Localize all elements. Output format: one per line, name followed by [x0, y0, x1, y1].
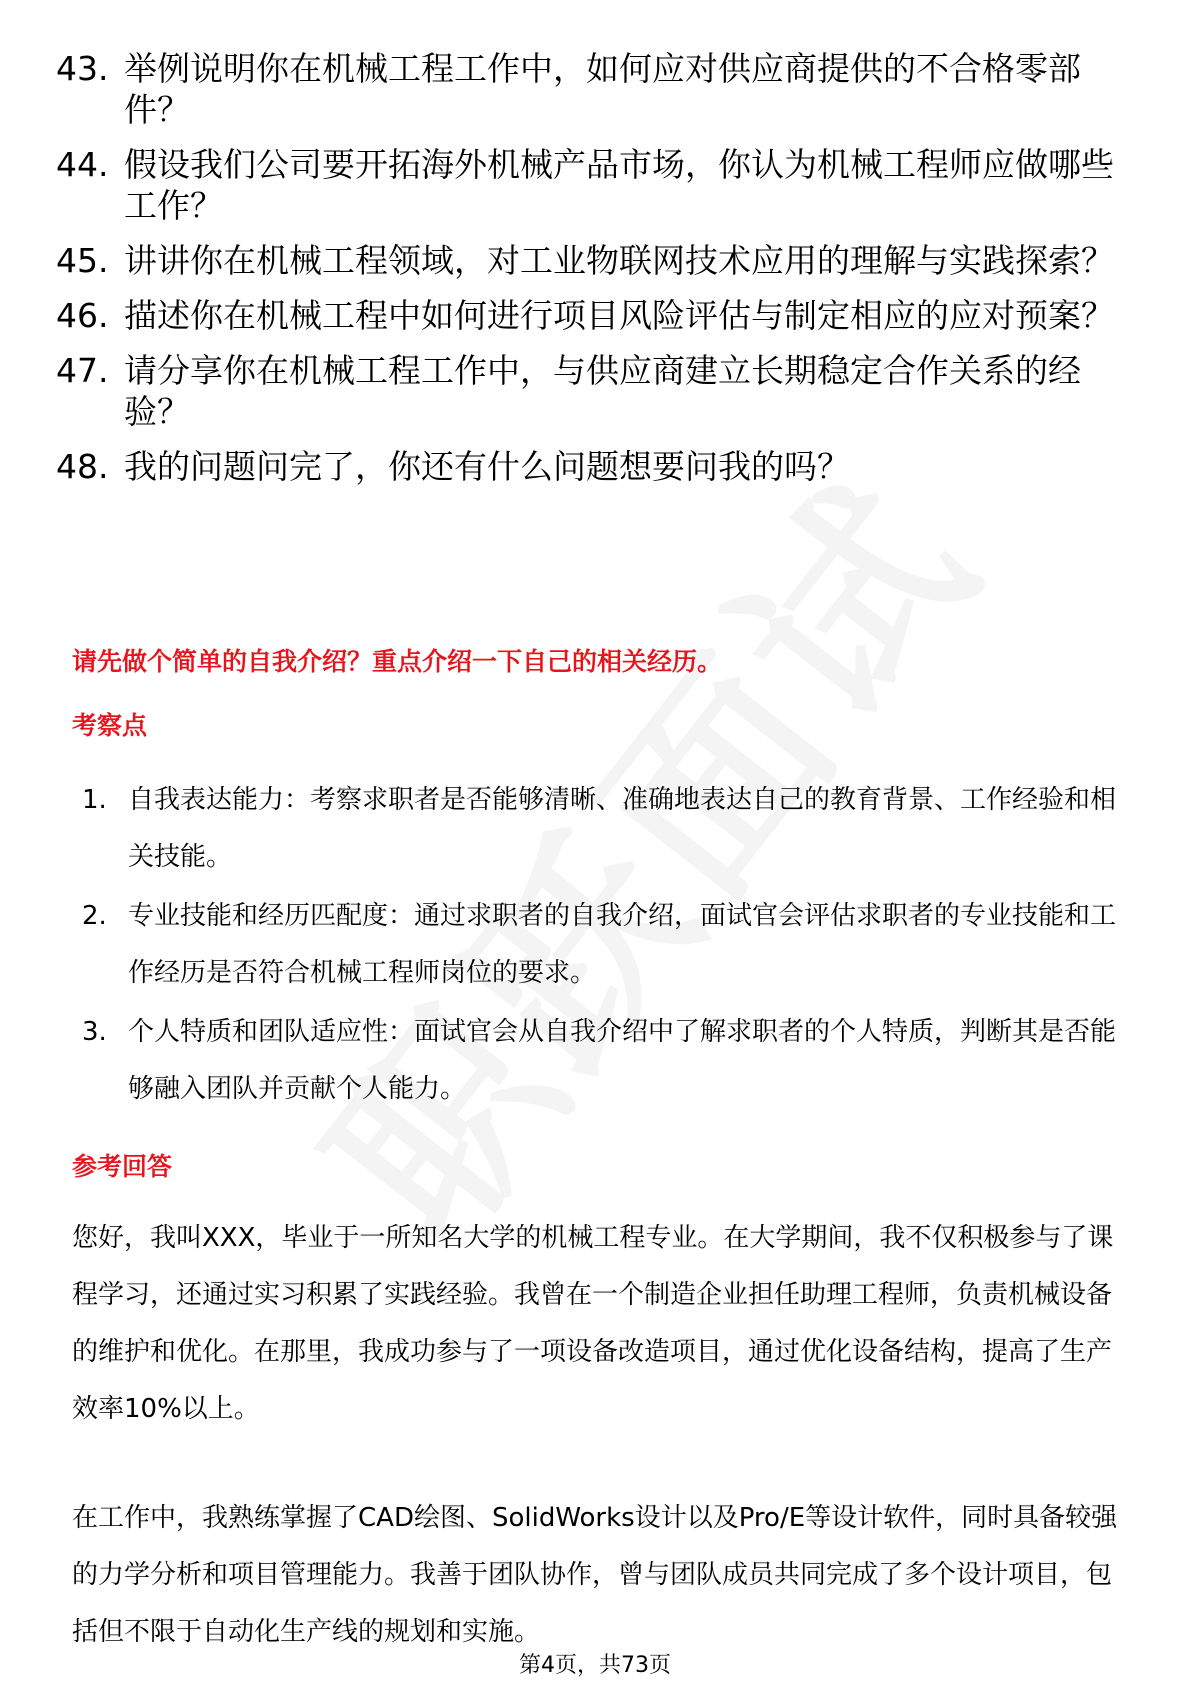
- question-number: 43.: [56, 49, 109, 88]
- question-text: 讲讲你在机械工程领域，对工业物联网技术应用的理解与实践探索？: [124, 241, 1114, 280]
- question-number: 46.: [56, 296, 109, 335]
- question-text: 我的问题问完了，你还有什么问题想要问我的吗？: [124, 447, 850, 486]
- focus-point-item: [82, 1004, 1122, 1118]
- focus-point-item: [82, 772, 1122, 886]
- focus-points-label: 考察点: [72, 711, 148, 740]
- answer-paragraph: 您好，我叫XXX，毕业于一所知名大学的机械工程专业。在大学期间，我不仅积极参与了课程学习，还通过实习积累了实践经验。我曾在一个制造企业担任助理工程师，负责机械设备的维护和优化。在那里，我成功参与了一项设备改造项目，通过优化设备结构，提高了生产效率10%以上。: [72, 1223, 1114, 1424]
- question-item: [56, 446, 1136, 487]
- page-number-footer: 第4页，共73页: [519, 1653, 671, 1678]
- focus-point-text: 个人特质和团队适应性：面试官会从自我介绍中了解求职者的个人特质，判断其是否能够融入团队并贡献个人能力。: [128, 1017, 1117, 1104]
- question-text: 描述你在机械工程中如何进行项目风险评估与制定相应的应对预案？: [124, 296, 1114, 335]
- question-item: [56, 48, 1136, 130]
- focus-point-number: 3.: [82, 1017, 107, 1047]
- question-item: [56, 240, 1136, 281]
- question-text: 假设我们公司要开拓海外机械产品市场，你认为机械工程师应做哪些工作？: [124, 145, 1114, 225]
- focus-points-list: [82, 772, 1122, 1120]
- question-item: [56, 295, 1136, 336]
- question-text: 举例说明你在机械工程工作中，如何应对供应商提供的不合格零部件？: [124, 49, 1081, 129]
- question-list: [56, 48, 1136, 501]
- question-number: 44.: [56, 145, 109, 184]
- question-number: 45.: [56, 241, 109, 280]
- question-text: 请分享你在机械工程工作中，与供应商建立长期稳定合作关系的经验？: [124, 351, 1081, 431]
- answer-paragraph: 在工作中，我熟练掌握了CAD绘图、SolidWorks设计以及Pro/E等设计软件，同时具备较强的力学分析和项目管理能力。我善于团队协作，曾与团队成员共同完成了多个设计项目，包括但不限于自动化生产线的规划和实施。: [72, 1503, 1118, 1647]
- question-item: [56, 144, 1136, 226]
- question-number: 48.: [56, 447, 109, 486]
- section-question-heading: 请先做个简单的自我介绍？重点介绍一下自己的相关经历。: [72, 647, 723, 676]
- focus-point-text: 自我表达能力：考察求职者是否能够清晰、准确地表达自己的教育背景、工作经验和相关技能。: [128, 785, 1117, 872]
- focus-point-number: 1.: [82, 785, 107, 815]
- question-item: [56, 350, 1136, 432]
- focus-point-number: 2.: [82, 901, 107, 931]
- question-number: 47.: [56, 351, 109, 390]
- reference-answer-label: 参考回答: [72, 1152, 173, 1181]
- focus-point-text: 专业技能和经历匹配度：通过求职者的自我介绍，面试官会评估求职者的专业技能和工作经历是否符合机械工程师岗位的要求。: [128, 901, 1117, 988]
- focus-point-item: [82, 888, 1122, 1002]
